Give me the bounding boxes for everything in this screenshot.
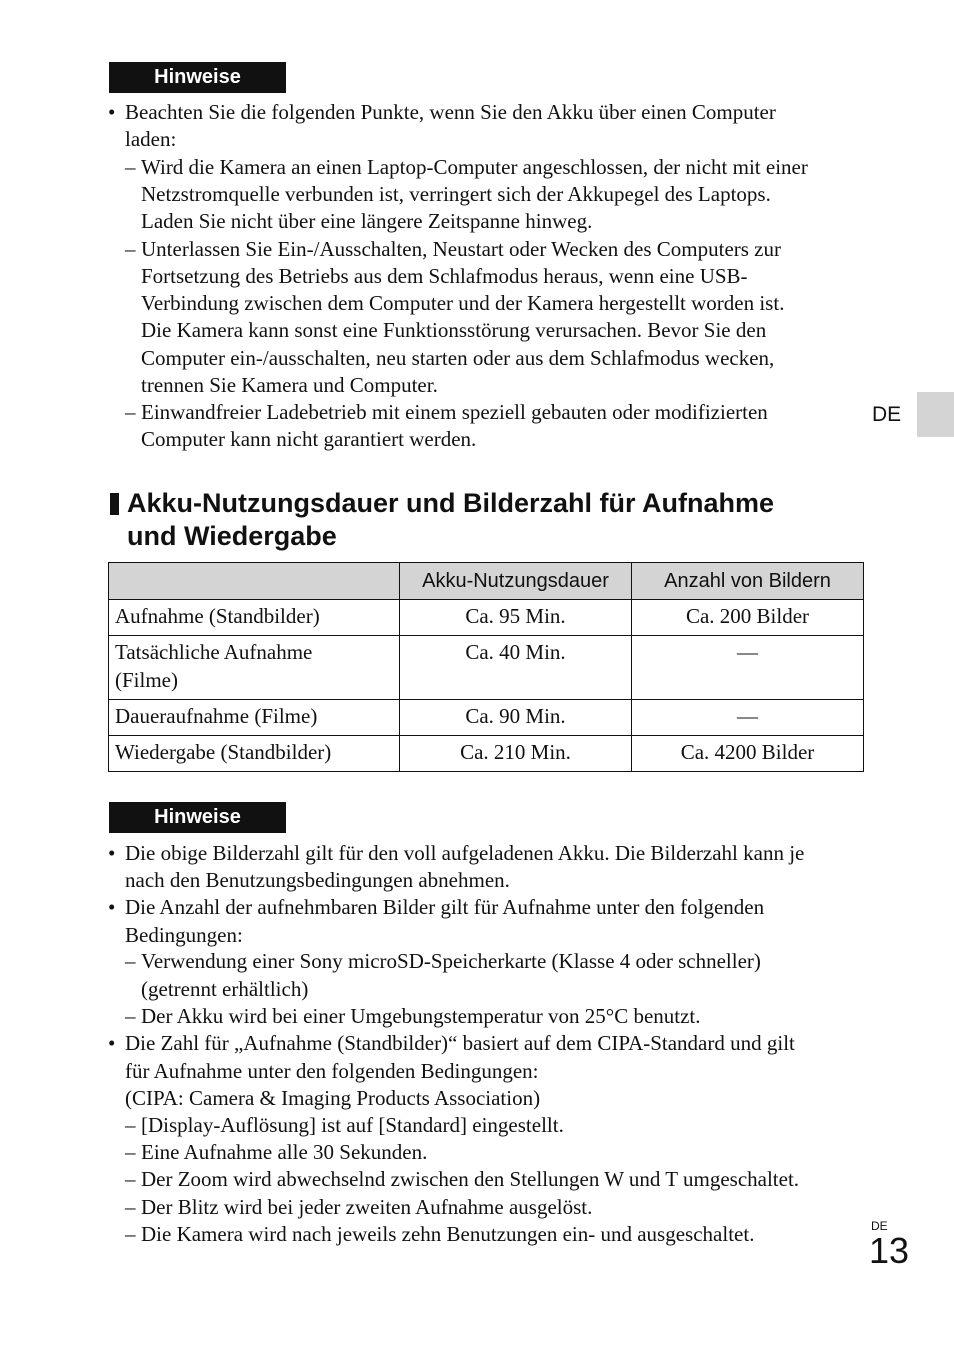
bullet-marker: • <box>108 100 116 124</box>
heading-marker <box>110 493 119 515</box>
note-line: Der Blitz wird bei jeder zweiten Aufnahme ausgelöst. <box>141 1195 593 1219</box>
dash-marker: – <box>125 1222 136 1246</box>
table-cell: Aufnahme (Standbilder) <box>109 600 400 636</box>
table-cell <box>109 636 400 700</box>
note-line: trennen Sie Kamera und Computer. <box>141 373 438 397</box>
note-line: Computer kann nicht garantiert werden. <box>141 427 477 451</box>
dash-marker: – <box>125 1195 136 1219</box>
note-line: Die Kamera kann sonst eine Funktionsstörung verursachen. Bevor Sie den <box>141 318 767 342</box>
bullet-marker: • <box>108 1031 116 1055</box>
table-cell: — <box>632 636 864 700</box>
note-line: (CIPA: Camera & Imaging Products Association) <box>125 1086 541 1110</box>
note-line: Beachten Sie die folgenden Punkte, wenn Sie den Akku über einen Computer <box>125 100 776 124</box>
page-number: 13 <box>869 1230 910 1271</box>
table-cell: Ca. 4200 Bilder <box>632 736 864 772</box>
bullet-marker: • <box>108 841 116 865</box>
page-lang: DE <box>871 1219 888 1233</box>
note-line: Computer ein-/ausschalten, neu starten oder aus dem Schlafmodus wecken, <box>141 346 775 370</box>
note-line: [Display-Auflösung] ist auf [Standard] eingestellt. <box>141 1113 564 1137</box>
side-tab-label: DE <box>872 403 902 426</box>
table-cell: Ca. 210 Min. <box>400 736 632 772</box>
note-line: Unterlassen Sie Ein-/Ausschalten, Neustart oder Wecken des Computers zur <box>141 237 781 261</box>
dash-marker: – <box>125 155 136 179</box>
table-cell: Ca. 95 Min. <box>400 600 632 636</box>
table-cell: — <box>632 700 864 736</box>
table-row <box>109 636 864 700</box>
note-line: für Aufnahme unter den folgenden Bedingungen: <box>125 1059 539 1083</box>
note-line: Eine Aufnahme alle 30 Sekunden. <box>141 1140 428 1164</box>
dash-marker: – <box>125 1004 136 1028</box>
dash-marker: – <box>125 1167 136 1191</box>
note-line: Verbindung zwischen dem Computer und der Kamera hergestellt worden ist. <box>141 291 785 315</box>
dash-marker: – <box>125 1140 136 1164</box>
table-cell: Daueraufnahme (Filme) <box>109 700 400 736</box>
note-line: (getrennt erhältlich) <box>141 977 309 1001</box>
side-tab <box>917 392 954 437</box>
dash-marker: – <box>125 237 136 261</box>
note-line: Netzstromquelle verbunden ist, verringert sich der Akkupegel des Laptops. <box>141 182 771 206</box>
note-line: Die obige Bilderzahl gilt für den voll aufgeladenen Akku. Die Bilderzahl kann je <box>125 841 805 865</box>
note-line: Der Zoom wird abwechselnd zwischen den Stellungen W und T umgeschaltet. <box>141 1167 800 1191</box>
bullet-marker: • <box>108 895 116 919</box>
note-line: Wird die Kamera an einen Laptop-Computer angeschlossen, der nicht mit einer <box>141 155 808 179</box>
note-line: Bedingungen: <box>125 923 243 947</box>
table-row <box>109 700 864 736</box>
section-title-line2: und Wiedergabe <box>127 521 337 551</box>
table-header-cell: Anzahl von Bildern <box>632 563 864 600</box>
note-line: Die Anzahl der aufnehmbaren Bilder gilt für Aufnahme unter den folgenden <box>125 895 765 919</box>
table-cell: Ca. 200 Bilder <box>632 600 864 636</box>
note-line: Die Kamera wird nach jeweils zehn Benutzungen ein- und ausgeschaltet. <box>141 1222 755 1246</box>
table-header-cell: Akku-Nutzungsdauer <box>400 563 632 600</box>
table-row <box>109 736 864 772</box>
note-line: Die Zahl für „Aufnahme (Standbilder)“ basiert auf dem CIPA-Standard und gilt <box>125 1031 795 1055</box>
note-line: Der Akku wird bei einer Umgebungstemperatur von 25°C benutzt. <box>141 1004 701 1028</box>
table-cell: Ca. 90 Min. <box>400 700 632 736</box>
note-line: Einwandfreier Ladebetrieb mit einem speziell gebauten oder modifizierten <box>141 400 768 424</box>
notes-badge: Hinweise <box>109 802 286 833</box>
dash-marker: – <box>125 400 136 424</box>
notes-badge: Hinweise <box>109 62 286 93</box>
table-header-cell <box>109 563 400 600</box>
table-row <box>109 600 864 636</box>
note-line: nach den Benutzungsbedingungen abnehmen. <box>125 868 510 892</box>
note-line: Laden Sie nicht über eine längere Zeitspanne hinweg. <box>141 209 593 233</box>
table-cell-line: (Filme) <box>115 668 178 692</box>
dash-marker: – <box>125 949 136 973</box>
dash-marker: – <box>125 1113 136 1137</box>
note-line: Fortsetzung des Betriebs aus dem Schlafmodus heraus, wenn eine USB- <box>141 264 748 288</box>
section-title-line1: Akku-Nutzungsdauer und Bilderzahl für Aufnahme <box>127 488 775 518</box>
table-cell: Ca. 40 Min. <box>400 636 632 700</box>
note-line: Verwendung einer Sony microSD-Speicherkarte (Klasse 4 oder schneller) <box>141 949 761 973</box>
table-cell: Wiedergabe (Standbilder) <box>109 736 400 772</box>
battery-table <box>108 562 864 772</box>
table-cell-line: Tatsächliche Aufnahme <box>115 640 313 664</box>
note-line: laden: <box>125 127 177 151</box>
table-header-row <box>109 563 864 600</box>
